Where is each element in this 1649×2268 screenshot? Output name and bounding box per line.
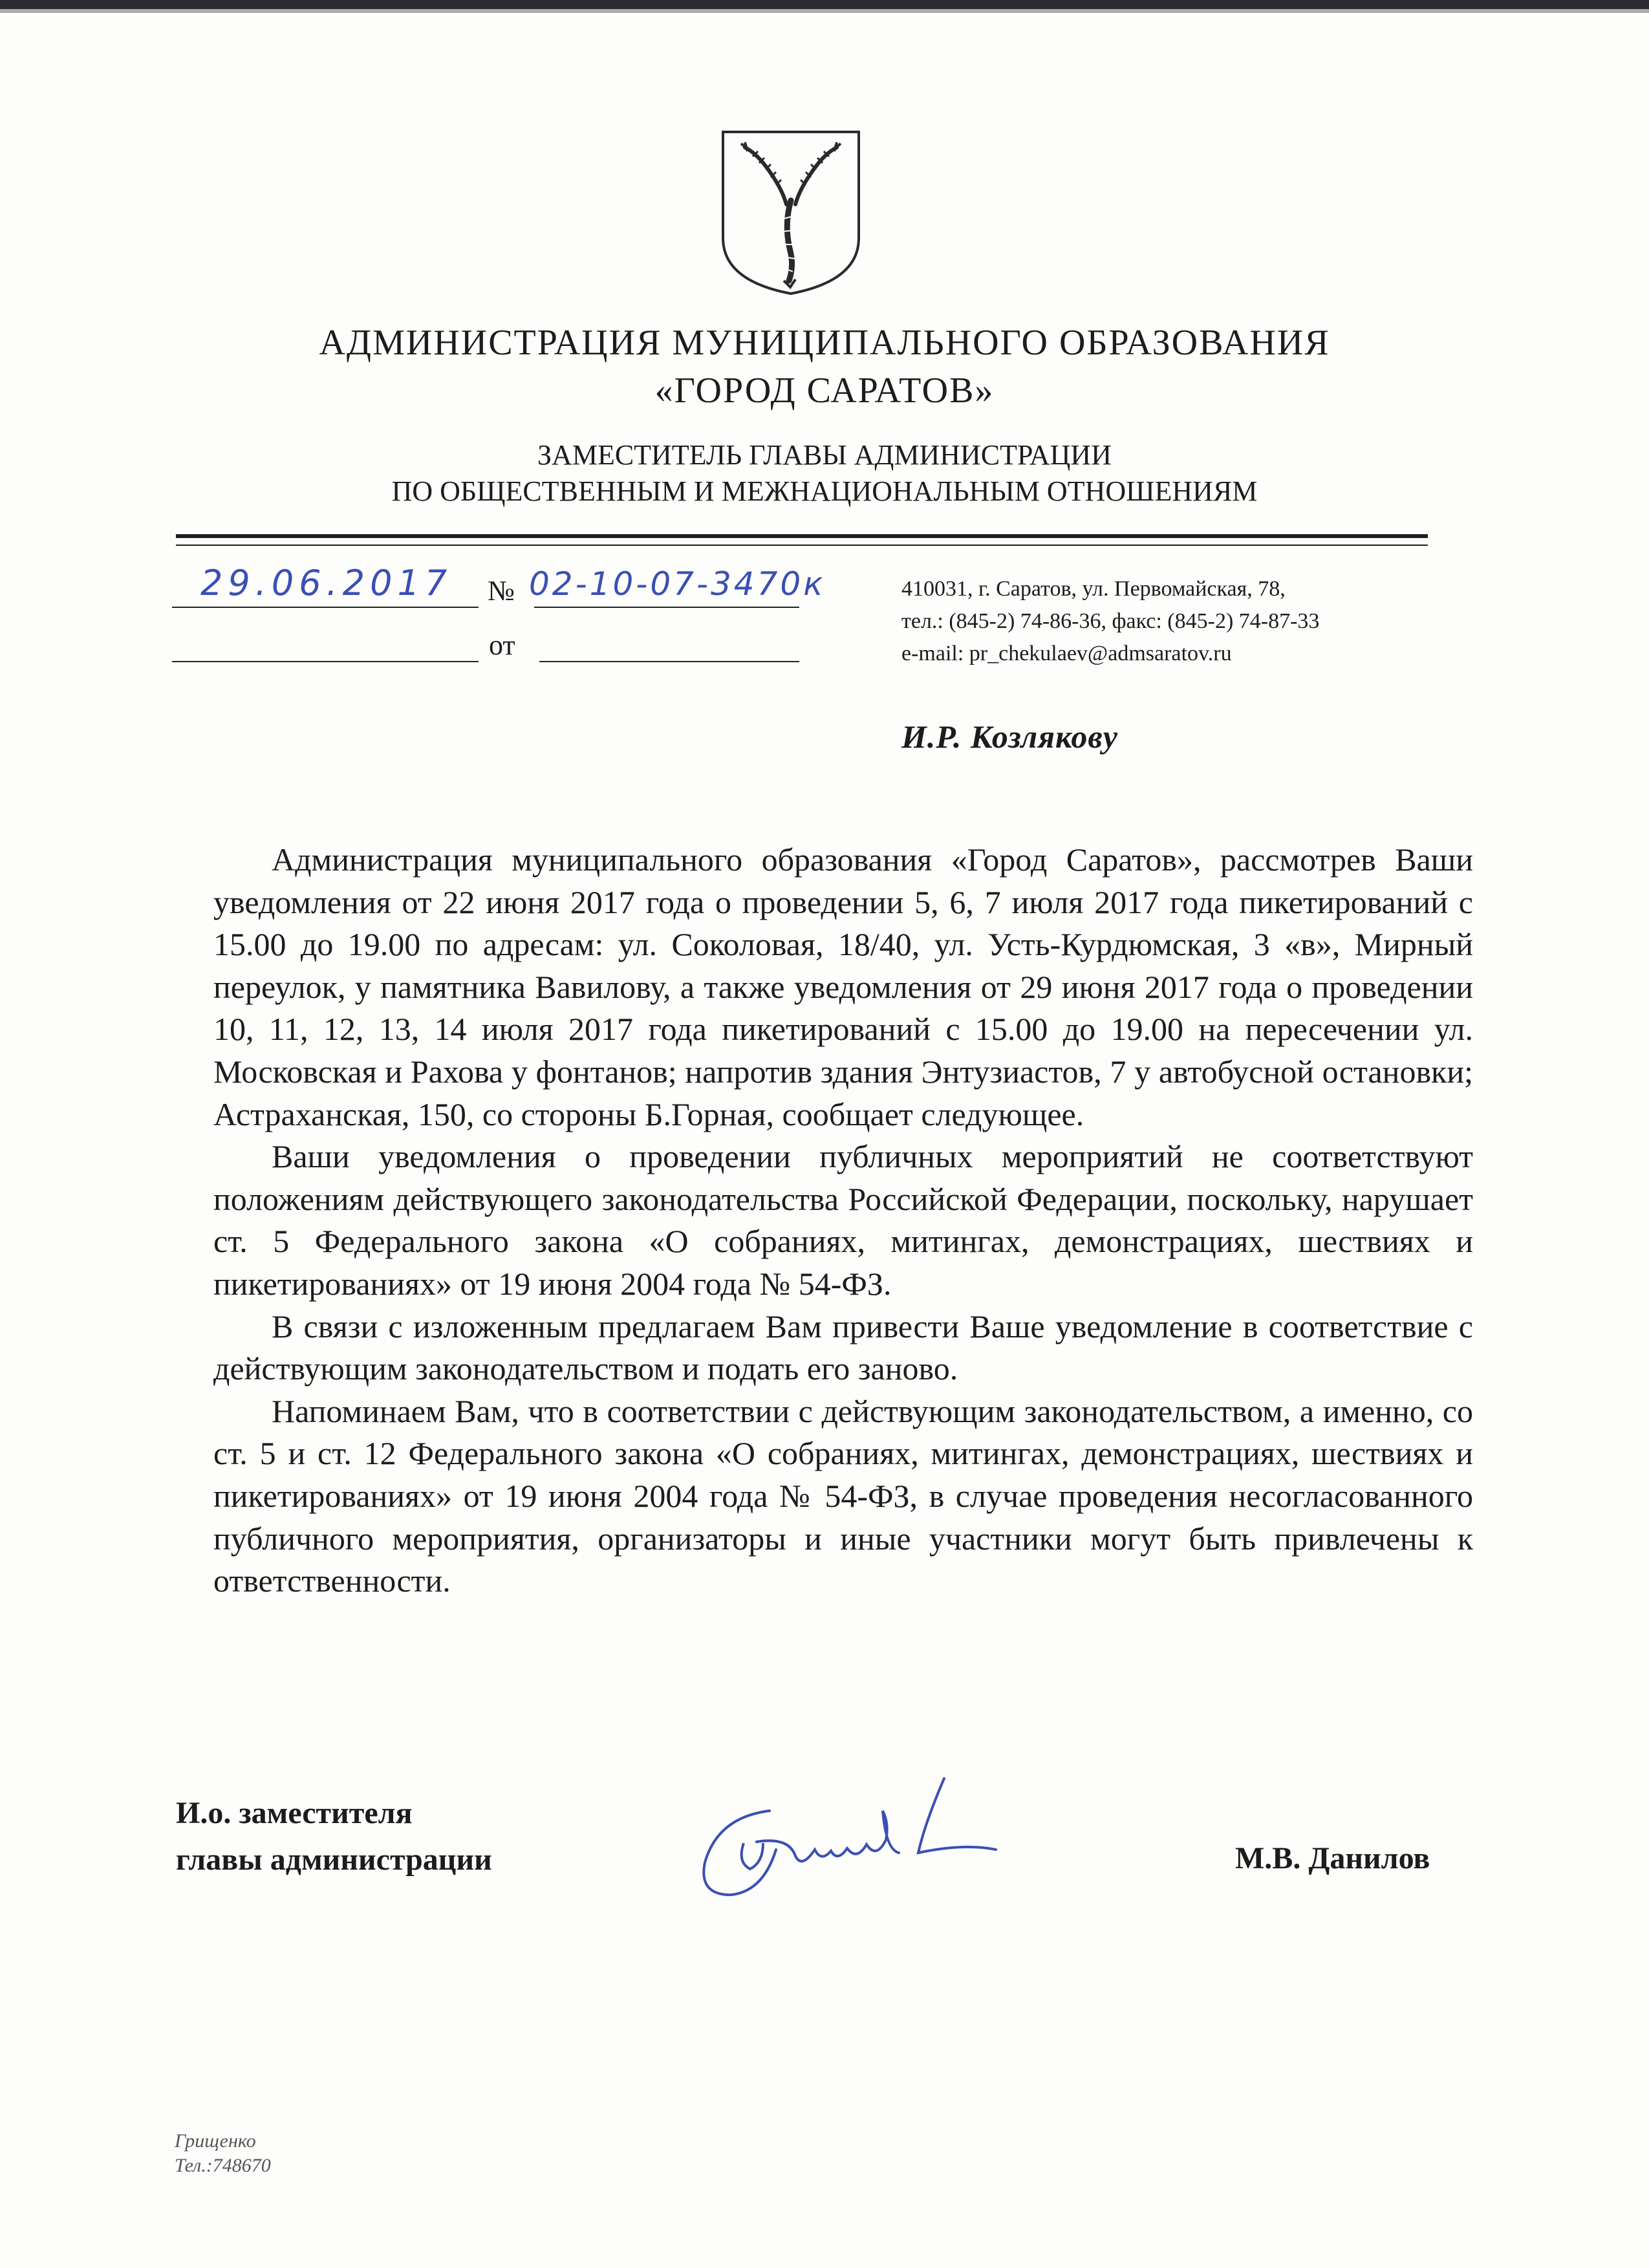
body-paragraph: Ваши уведомления о проведении публичных мероприятий не соответствуют положениям действующего законодательства Российской Федерации, поскольку, нарушает ст. 5 Федерального закона «О собраниях, митингах, демонстрациях, шествиях и пикетированиях» от 19 июня 2004 года № 54-ФЗ.	[213, 1138, 1473, 1302]
letter-body	[213, 839, 1473, 1603]
number-line	[534, 607, 799, 608]
email-line: e-mail: pr_chekulaev@admsaratov.ru	[901, 642, 1232, 665]
signatory-title-line2: главы администрации	[176, 1842, 492, 1877]
handwritten-registration-number: 02-10-07-3470к	[529, 565, 826, 603]
date-line	[172, 607, 479, 608]
office-title-line2: ПО ОБЩЕСТВЕННЫМ И МЕЖНАЦИОНАЛЬНЫМ ОТНОШЕНИЯМ	[391, 475, 1258, 507]
address-line: 410031, г. Саратов, ул. Первомайская, 78,	[901, 577, 1286, 601]
phone-fax-line: тел.: (845-2) 74-86-36, факс: (845-2) 74-87-33	[901, 609, 1320, 633]
header-rule-thick	[176, 534, 1428, 538]
recipient-name: И.Р. Козлякову	[901, 718, 1118, 755]
organization-name-line1: АДМИНИСТРАЦИЯ МУНИЦИПАЛЬНОГО ОБРАЗОВАНИЯ	[319, 323, 1330, 363]
reference-date-line	[172, 661, 479, 662]
coat-of-arms-icon	[719, 128, 863, 297]
signatory-title-line1: И.о. заместителя	[176, 1796, 413, 1830]
scan-edge-shadow	[0, 9, 1649, 13]
from-label: от	[489, 629, 515, 661]
signatory-title	[176, 1790, 492, 1883]
reference-number-line	[539, 661, 799, 662]
number-sign-label: №	[488, 575, 515, 607]
executor-info	[175, 2129, 271, 2178]
executor-name: Грищенко	[175, 2130, 256, 2152]
handwritten-signature-icon	[692, 1766, 1041, 1921]
handwritten-date: 29.06.2017	[200, 563, 453, 603]
body-paragraph: В связи с изложенным предлагаем Вам привести Ваше уведомление в соответствие с действующим законодательством и подать его заново.	[213, 1308, 1473, 1387]
office-title-line1: ЗАМЕСТИТЕЛЬ ГЛАВЫ АДМИНИСТРАЦИИ	[537, 439, 1112, 471]
signatory-name: М.В. Данилов	[1235, 1841, 1430, 1875]
body-paragraph: Напоминаем Вам, что в соответствии с действующим законодательством, а именно, со ст. 5 и ст. 12 Федерального закона «О собраниях, митингах, демонстрациях, шествиях и пикетированиях» от 19 июня 2004 года № 54-ФЗ, в случае проведения несогласованного публичного мероприятия, организаторы и иные участники могут быть привлечены к ответственности.	[213, 1392, 1473, 1599]
header-rule-thin	[176, 545, 1428, 546]
executor-phone: Тел.:748670	[175, 2155, 271, 2176]
body-paragraph: Администрация муниципального образования «Город Саратов», рассмотрев Ваши уведомления от 22 июня 2017 года о проведении 5, 6, 7 июля 2017 года пикетирований с 15.00 до 19.00 по адресам: ул. Соколовая, 18/40, ул. Усть-Курдюмская, 3 «в», Мирный переулок, у памятника Вавилову, а также уведомления от 29 июня 2017 года о проведении 10, 11, 12, 13, 14 июля 2017 года пикетирований с 15.00 до 19.00 на пересечении ул. Московская и Рахова у фонтанов; напротив здания Энтузиастов, 7 у автобусной остановки; Астраханская, 150, со стороны Б.Горная, сообщает следующее.	[213, 841, 1473, 1132]
organization-name-line2: «ГОРОД САРАТОВ»	[654, 371, 995, 411]
scan-edge	[0, 0, 1649, 9]
